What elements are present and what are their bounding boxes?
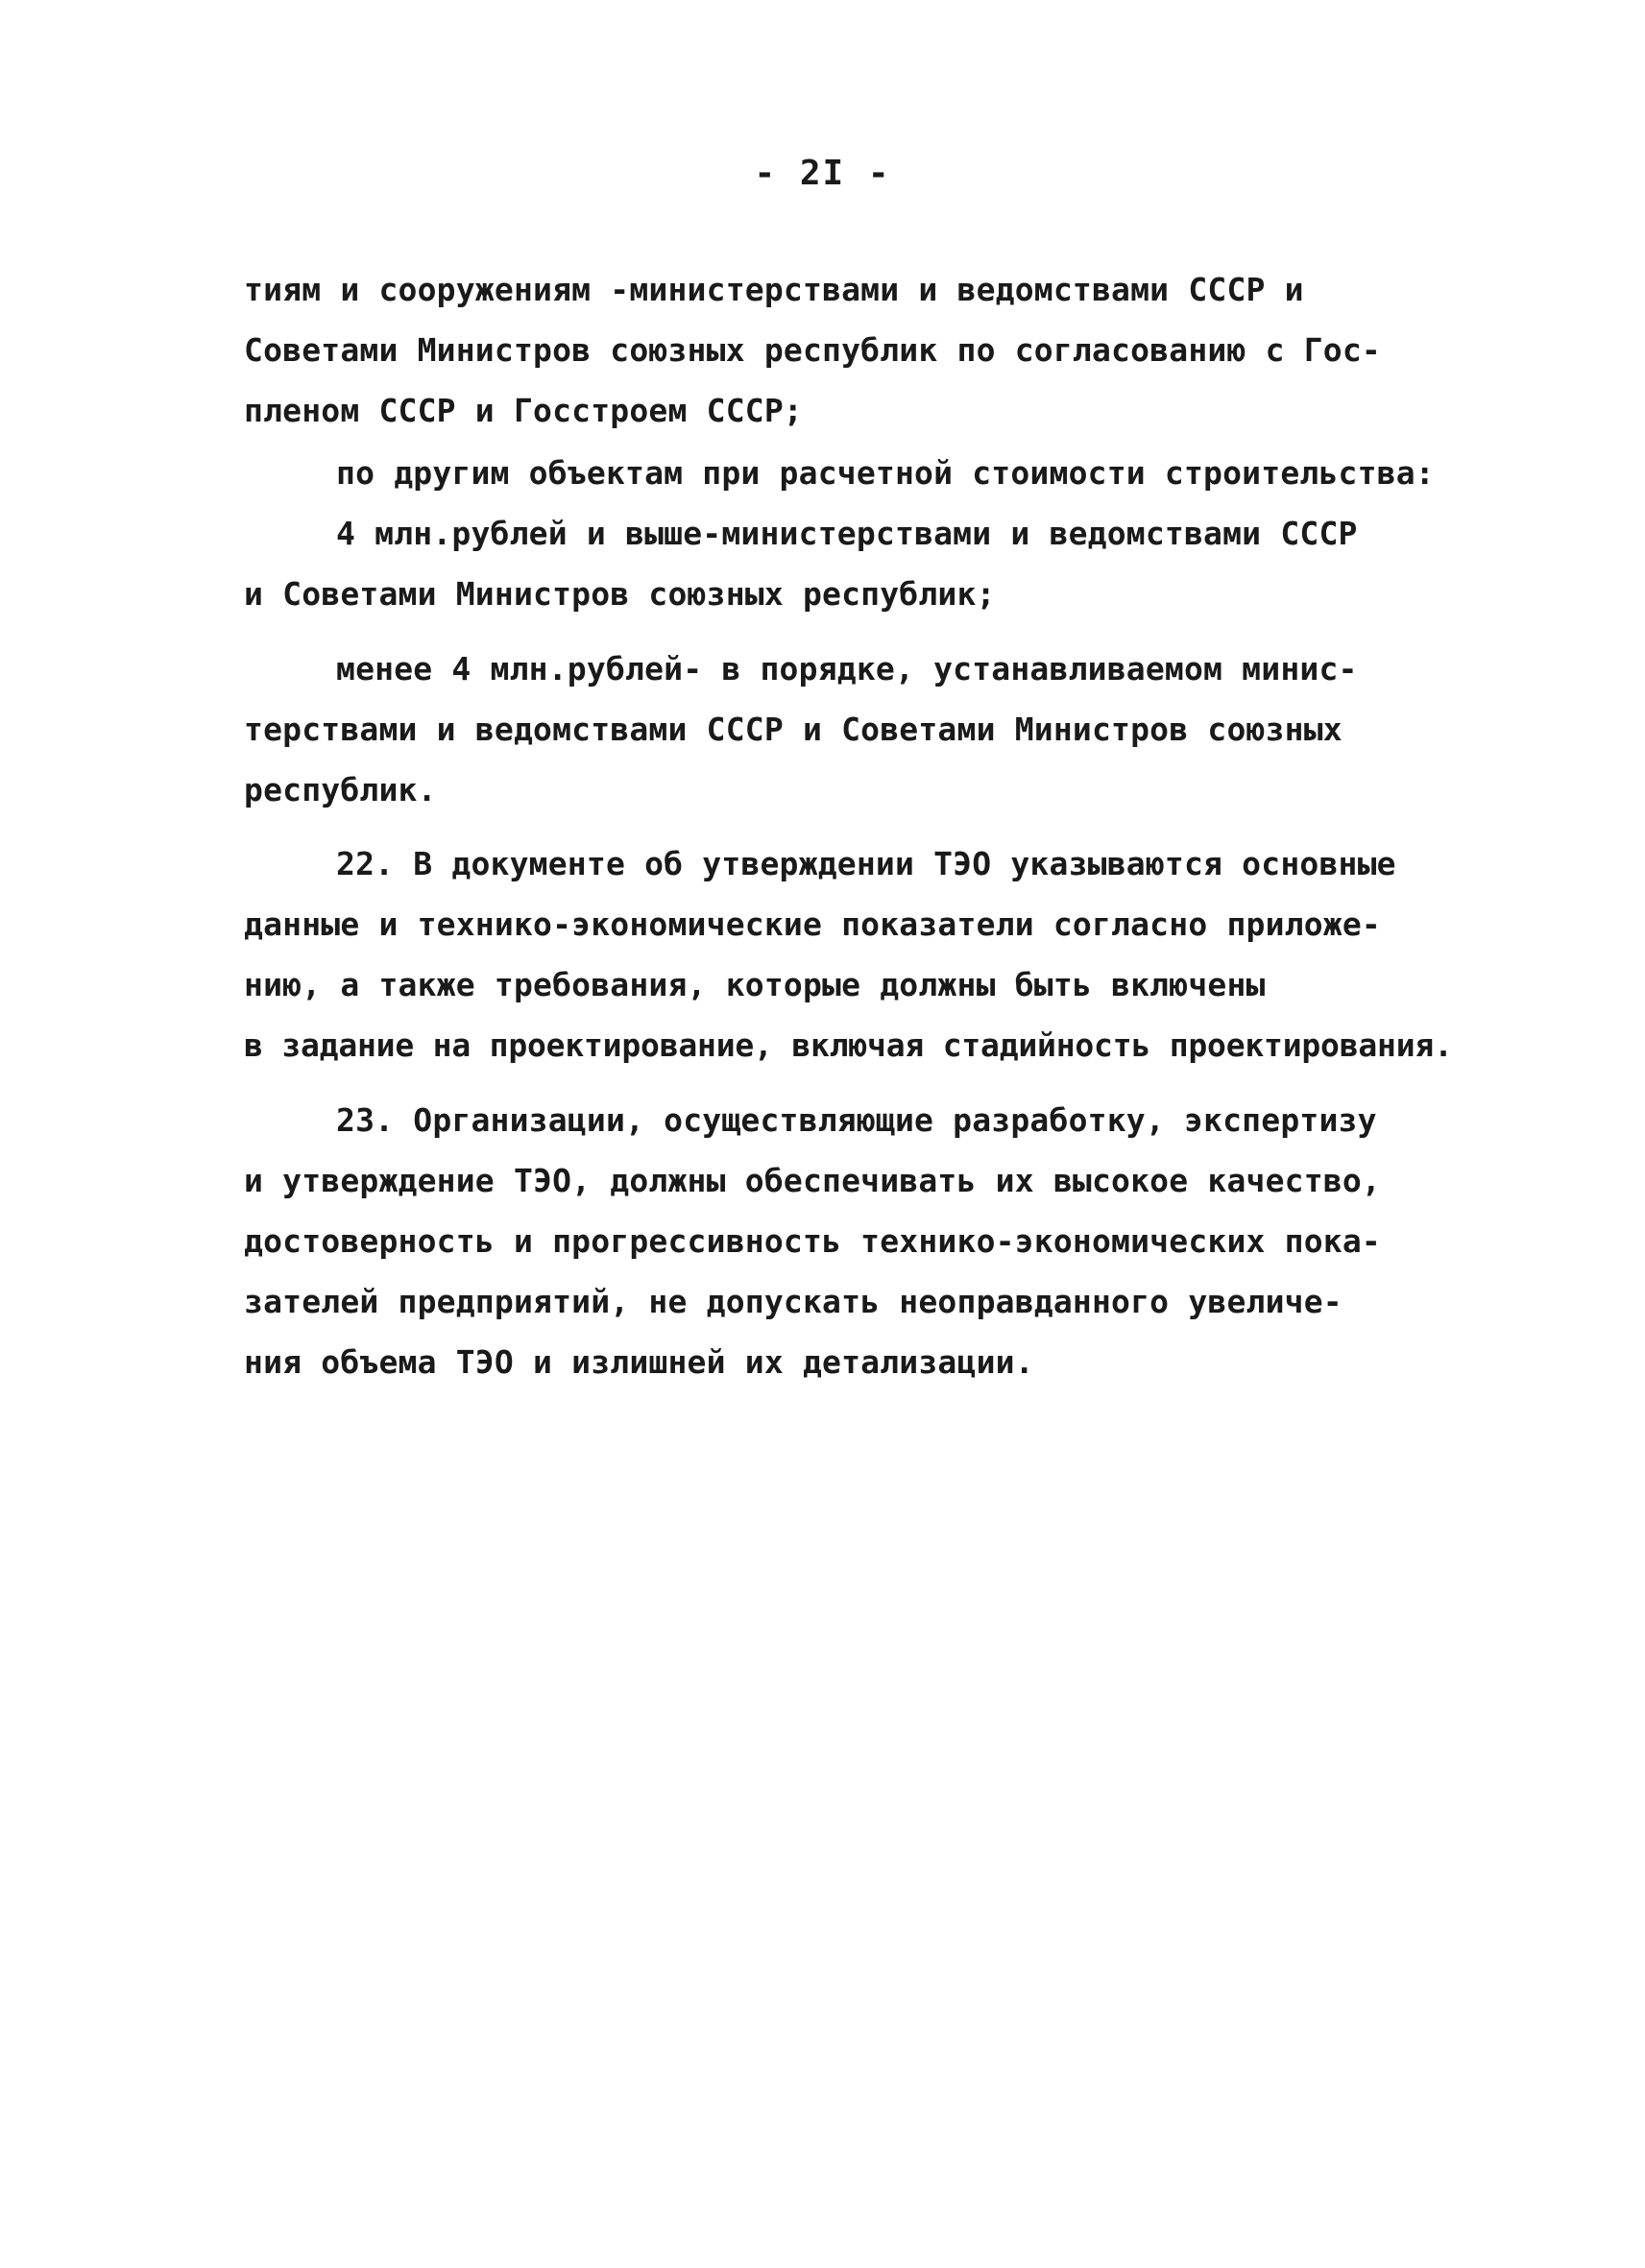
text-line: и Советами Министров союзных республик; [244,575,996,613]
page-number: - 2I - [754,154,891,193]
text-line: 22. В документе об утверждении ТЭО указываются основные [336,845,1396,882]
text-line: по другим объектам при расчетной стоимости строительства: [336,454,1435,492]
text-line: 4 млн.рублей и выше-министерствами и ведомствами СССР [336,515,1358,552]
text-line: тиям и сооружениям -министерствами и ведомствами СССР и [244,271,1304,308]
text-line: ния объема ТЭО и излишней их детализации. [244,1343,1034,1381]
text-line: менее 4 млн.рублей- в порядке, устанавливаемом минис- [336,650,1358,688]
text-line: пленом СССР и Госстроем СССР; [244,392,803,429]
text-line: республик. [244,771,437,808]
text-line: 23. Организации, осуществляющие разработку, экспертизу [336,1101,1377,1139]
text-line: достоверность и прогрессивность технико-экономических пока- [244,1222,1381,1260]
text-line: в задание на проектирование, включая стадийность проектирования. [244,1026,1453,1064]
text-line: данные и технико-экономические показатели согласно приложе- [244,905,1381,943]
text-line: зателей предприятий, не допускать неоправданного увеличе- [244,1283,1343,1320]
text-line: нию, а также требования, которые должны быть включены [244,966,1266,1003]
text-line: Советами Министров союзных республик по согласованию с Гос- [244,331,1381,369]
text-line: терствами и ведомствами СССР и Советами Министров союзных [244,711,1343,748]
text-line: и утверждение ТЭО, должны обеспечивать их высокое качество, [244,1162,1381,1199]
